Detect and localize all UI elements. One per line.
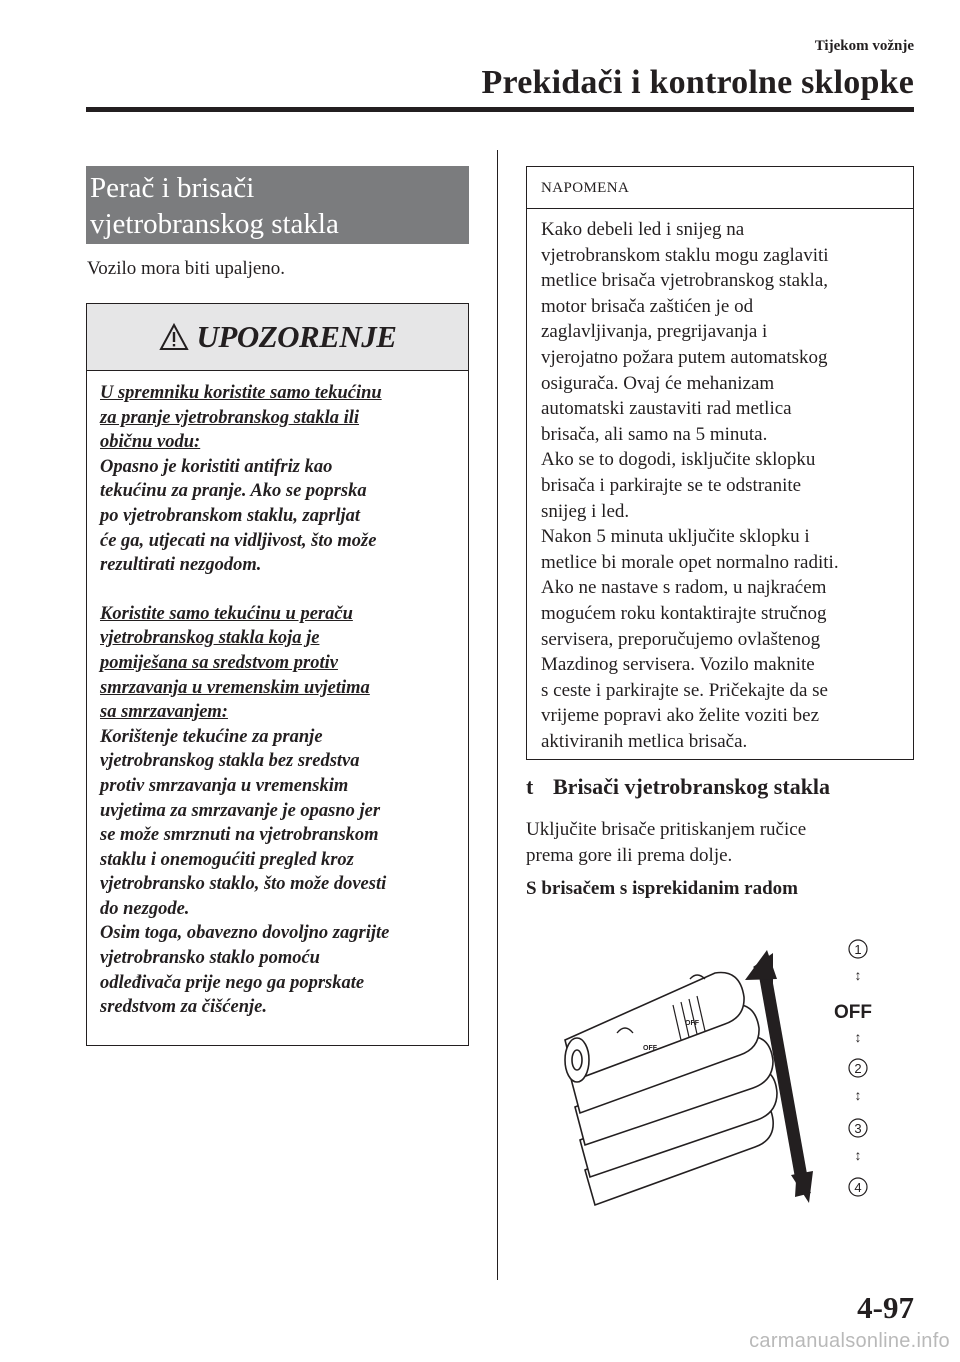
warning-triangle-icon: [159, 323, 189, 351]
wipers-paragraph: [526, 817, 806, 868]
warning-text-line: rezultirati nezgodom.: [100, 555, 262, 576]
svg-text:↕: ↕: [854, 1147, 862, 1163]
warning-text-line: Korištenje tekućine za pranje: [100, 726, 323, 747]
note-line: snijeg i led.: [541, 500, 630, 522]
section-title-box: [86, 166, 469, 244]
warning-title: UPOZORENJE: [196, 319, 397, 354]
note-line: vjerojatno požara putem automatskog: [541, 346, 828, 368]
watermark: carmanualsonline.info: [749, 1330, 950, 1352]
note-line: Ako ne nastave s radom, u najkraćem: [541, 577, 827, 599]
warning-text-line: vjetrobranskog stakla bez sredstva: [100, 751, 360, 772]
note-line: s ceste i parkirajte se. Pričekajte da se: [541, 679, 828, 701]
note-line: Kako debeli led i snijeg na: [541, 219, 745, 240]
note-line: osigurača. Ovaj će mehanizam: [541, 372, 775, 394]
note-box: [526, 166, 914, 760]
intro-text: Vozilo mora biti upaljeno.: [87, 258, 286, 279]
warning-text-line: protiv smrzavanja u vremenskim: [100, 775, 349, 796]
column-divider: [497, 150, 498, 1280]
svg-text:↕: ↕: [854, 1029, 862, 1045]
svg-text:↕: ↕: [854, 967, 862, 983]
svg-text:↕: ↕: [854, 1087, 862, 1103]
position-label-4: 4: [854, 1180, 862, 1195]
warning-text-line: staklu i onemogućiti pregled kroz: [100, 849, 354, 870]
warning-text-line: uvjetima za smrzavanje je opasno jer: [100, 800, 381, 821]
page-title: Prekidači i kontrolne sklopke: [481, 64, 914, 101]
wiper-lever-illustration: [555, 935, 895, 1210]
wipers-paragraph-line: prema gore ili prema dolje.: [526, 844, 733, 866]
note-line: aktiviranih metlica brisača.: [541, 730, 748, 752]
heading-bullet: t: [526, 774, 534, 799]
section-title-line: Perač i brisači: [90, 172, 255, 204]
note-line: Ako se to dogodi, isključite sklopku: [541, 449, 816, 471]
warning-heading-line: sa smrzavanjem:: [100, 702, 228, 723]
warning-text-line: vjetrobransko staklo pomoću: [100, 948, 320, 969]
warning-text-line: odleđivača prije nego ga poprskate: [100, 972, 365, 993]
note-line: zaglavljivanja, pregrijavanja i: [541, 321, 768, 343]
wipers-paragraph-line: Uključite brisače pritiskanjem ručice: [526, 819, 807, 840]
warning-text-line: po vjetrobranskom staklu, zaprljat: [100, 505, 361, 526]
position-label-2: 2: [854, 1061, 862, 1076]
warning-heading-line: običnu vodu:: [100, 432, 201, 453]
warning-heading-line: za pranje vjetrobranskog stakla ili: [100, 407, 360, 428]
warning-heading-line: pomiješana sa sredstvom protiv: [100, 652, 338, 673]
warning-text-line: do nezgode.: [100, 898, 190, 919]
warning-heading-line: U spremniku koristite samo tekućinu: [100, 383, 382, 403]
intermittent-heading: S brisačem s isprekidanim radom: [526, 878, 799, 899]
note-line: metlice brisača vjetrobranskog stakla,: [541, 270, 829, 292]
note-line: servisera, preporučujemo ovlaštenog: [541, 628, 821, 650]
warning-text-line: sredstvom za čišćenje.: [100, 997, 267, 1018]
note-line: vrijeme popravi ako želite voziti bez: [541, 705, 820, 727]
page-number: 4-97: [857, 1290, 914, 1325]
wipers-heading-text: Brisači vjetrobranskog stakla: [553, 774, 831, 799]
note-line: metlice bi morale opet normalno raditi.: [541, 551, 839, 573]
lever-mark-off: OFF: [685, 1020, 699, 1027]
warning-text-line: tekućinu za pranje. Ako se poprska: [100, 481, 367, 502]
lever-mark-off: OFF: [643, 1045, 657, 1052]
note-line: motor brisača zaštićen je od: [541, 295, 754, 317]
warning-text-line: će ga, utjecati na vidljivost, što može: [100, 530, 377, 551]
warning-header: [87, 304, 468, 371]
warning-text-line: Osim toga, obavezno dovoljno zagrijte: [100, 923, 390, 944]
note-title: NAPOMENA: [527, 167, 913, 209]
note-line: mogućem roku kontaktirajte stručnog: [541, 602, 827, 624]
chapter-label: Tijekom vožnje: [814, 38, 914, 54]
note-line: vjetrobranskom staklu mogu zaglaviti: [541, 244, 829, 266]
note-line: brisača, ali samo na 5 minuta.: [541, 423, 768, 445]
warning-body: [87, 371, 468, 1020]
note-line: automatski zaustaviti rad metlica: [541, 398, 792, 420]
header-rule: [86, 107, 914, 112]
warning-text-line: vjetrobransko staklo, što može dovesti: [100, 874, 387, 895]
position-label-1: 1: [854, 942, 862, 957]
position-label-3: 3: [854, 1121, 862, 1136]
note-body: [527, 209, 913, 754]
position-label-off: OFF: [834, 1002, 872, 1023]
warning-heading-line: smrzavanja u vremenskim uvjetima: [100, 677, 370, 698]
warning-box: [86, 303, 469, 1046]
note-line: brisača i parkirajte se te odstranite: [541, 474, 802, 496]
warning-heading-line: Koristite samo tekućinu u peraču: [100, 603, 353, 624]
note-line: Mazdinog servisera. Vozilo maknite: [541, 654, 815, 676]
warning-text-line: se može smrznuti na vjetrobranskom: [100, 825, 379, 846]
warning-heading-line: vjetrobranskog stakla koja je: [100, 628, 320, 649]
section-title-line: vjetrobranskog stakla: [90, 208, 339, 240]
note-line: Nakon 5 minuta uključite sklopku i: [541, 526, 810, 548]
warning-text-line: Opasno je koristiti antifriz kao: [100, 456, 333, 477]
wipers-heading: [526, 774, 830, 800]
